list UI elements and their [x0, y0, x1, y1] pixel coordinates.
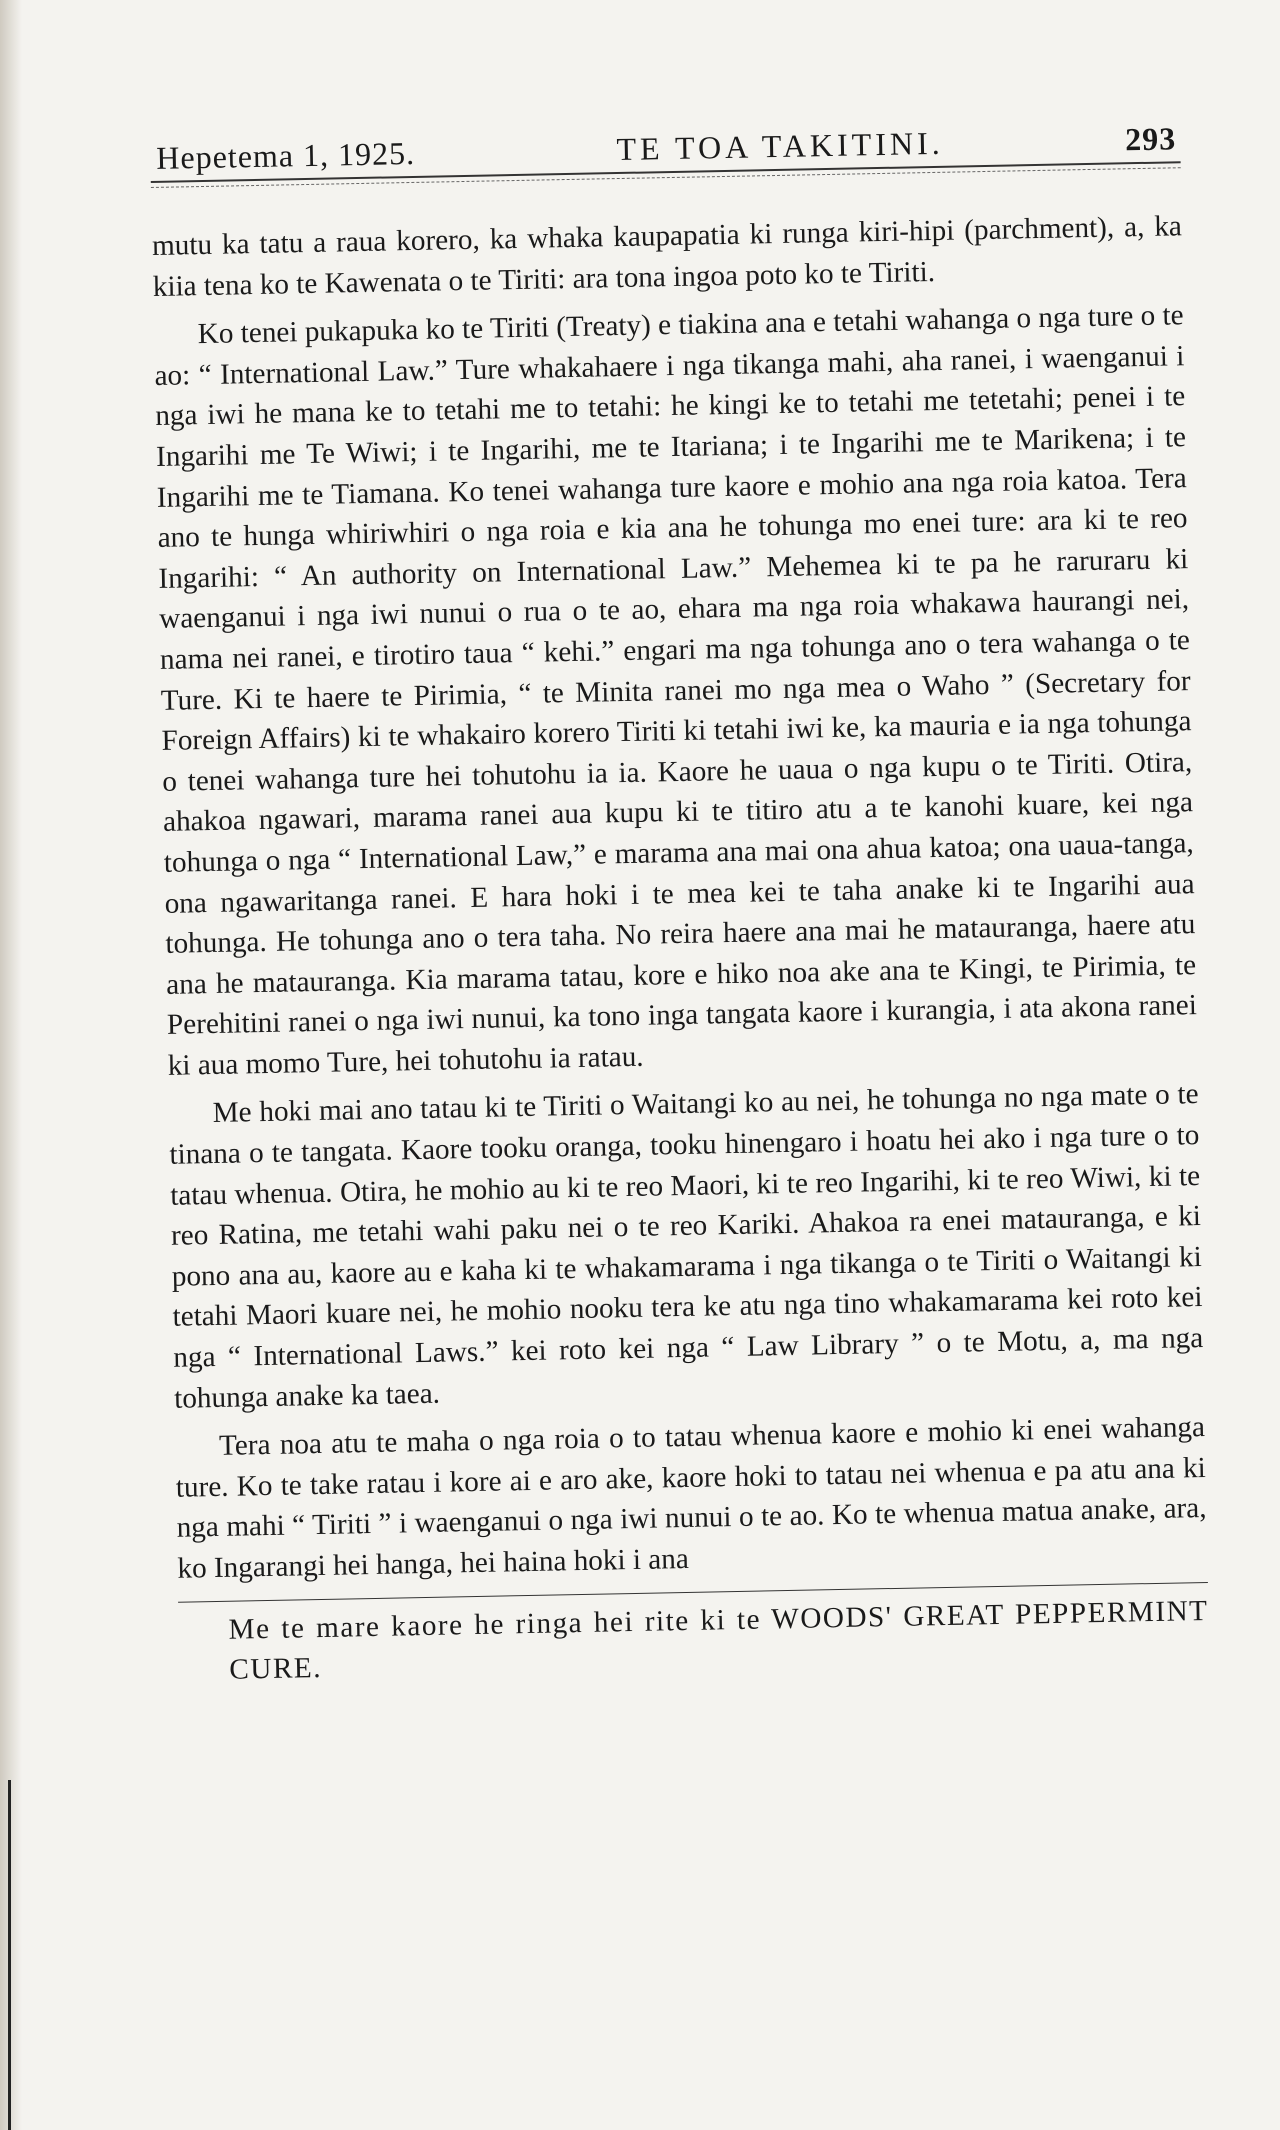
binding-line [8, 1780, 11, 2130]
advertisement-footer: Me te mare kaore he ringa hei rite ki te WOODS' GREAT PEPPERMINT CURE. [228, 1594, 1209, 1686]
header-date: Hepetema 1, 1925. [155, 134, 416, 176]
paragraph-3: Me hoki mai ano tatau ki te Tiriti o Waitangi ko au nei, he tohunga no nga mate o te tinana o te tangata. Kaore tooku oranga, tooku hinengaro i hoatu hei ako i nga ture o to tatau whenua. Otira, he mohio au ki te reo Maori, ki te reo Ingarihi, ki te reo Wiwi, ki te reo Ratina, me tetahi wahi paku nei o te reo Kariki. Ahakoa ra enei matauranga, e ki pono ana au, kaore au e kaha ki te whakamarama i nga tikanga o te Tiriti o Waitangi ki tetahi Maori kuare nei, he mohio nooku tera ke atu nga tino whakamarama kei roto kei nga “ International Laws.” kei roto kei nga “ Law Library ” o te Motu, a, ma nga tohunga anake ka taea. [169, 1078, 1204, 1415]
article-body [152, 206, 1208, 1589]
page-number: 293 [1124, 120, 1177, 158]
paragraph-1: mutu ka tatu a raua korero, ka whaka kaupapatia ki runga kiri-hipi (parchment), a, ka kiia tena ko te Kawenata o te Tiriti: ara tona ingoa poto ko te Tiriti. [151, 210, 1183, 303]
running-header [150, 120, 1181, 183]
paragraph-2: Ko tenei pukapuka ko te Tiriti (Treaty) e tiakina ana e tetahi wahanga o nga ture o te ao: “ International Law.” Ture whakahaere i nga tikanga mahi, aha ranei, i waenganui i nga iwi he mana ke to tetahi me to tetahi: he kingi ke to tetahi me tetetahi; penei i te Ingarihi me Te Wiwi; i te Ingarihi, me te Itariana; i te Ingarihi me te Marikena; i te Ingarihi me te Tiamana. Ko tenei wahanga ture kaore e mohio ana nga roia katoa. Tera ano te hunga whiriwhiri o nga roia e kia ana he tohunga mo enei ture: ara ki te reo Ingarihi: “ An authority on International Law.” Mehemea ki te pa he raruraru ki waenganui i nga iwi nunui o rua o te ao, ehara ma nga roia whakawa haurangi nei, nama nei ranei, e tirotiro taua “ kehi.” engari ma nga tohunga ano o tera wahanga o te Ture. Ki te haere te Pirimia, “ te Minita ranei mo nga mea o Waho ” (Secretary for Foreign Affairs) ki te whakairo korero Tiriti ki tetahi iwi ke, ka mauria e ia nga tohunga o tenei wahanga ture hei tohutohu ia ia. Kaore he uaua o nga kupu o te Tiriti. Otira, ahakoa ngawari, marama ranei aua kupu ki te titiro atu a te kanohi kuare, kei nga tohunga o nga “ International Law,” e marama ana mai ona ahua katoa; ona uaua-tanga, ona ngawaritanga ranei. E hara hoki i te mea kei te taha anake ki te Ingarihi aua tohunga. He tohunga ano o tera taha. No reira haere ana mai he matauranga, haere atu ana he matauranga. Kia marama tatau, kore e hiko noa ake ana te Kingi, te Pirimia, te Perehitini ranei o nga iwi nunui, ka tono inga tangata kaore i kurangia, i ata akona ranei ki aua momo Ture, hei tohutohu ia ratau. [154, 299, 1198, 1082]
paragraph-4: Tera noa atu te maha o nga roia o to tatau whenua kaore e mohio ki enei wahanga ture. Ko te take ratau i kore ai e aro ake, kaore hoki to tatau nei whenua e pa atu ana ki nga mahi “ Tiriti ” i waenganui o nga iwi nunui o te ao. Ko te whenua matua anake, ara, ko Ingarangi hei hanga, hei haina hoki i ana [175, 1411, 1207, 1585]
scan-edge [0, 0, 22, 2130]
header-title: TE TOA TAKITINI. [616, 124, 944, 168]
page [150, 120, 1210, 1691]
